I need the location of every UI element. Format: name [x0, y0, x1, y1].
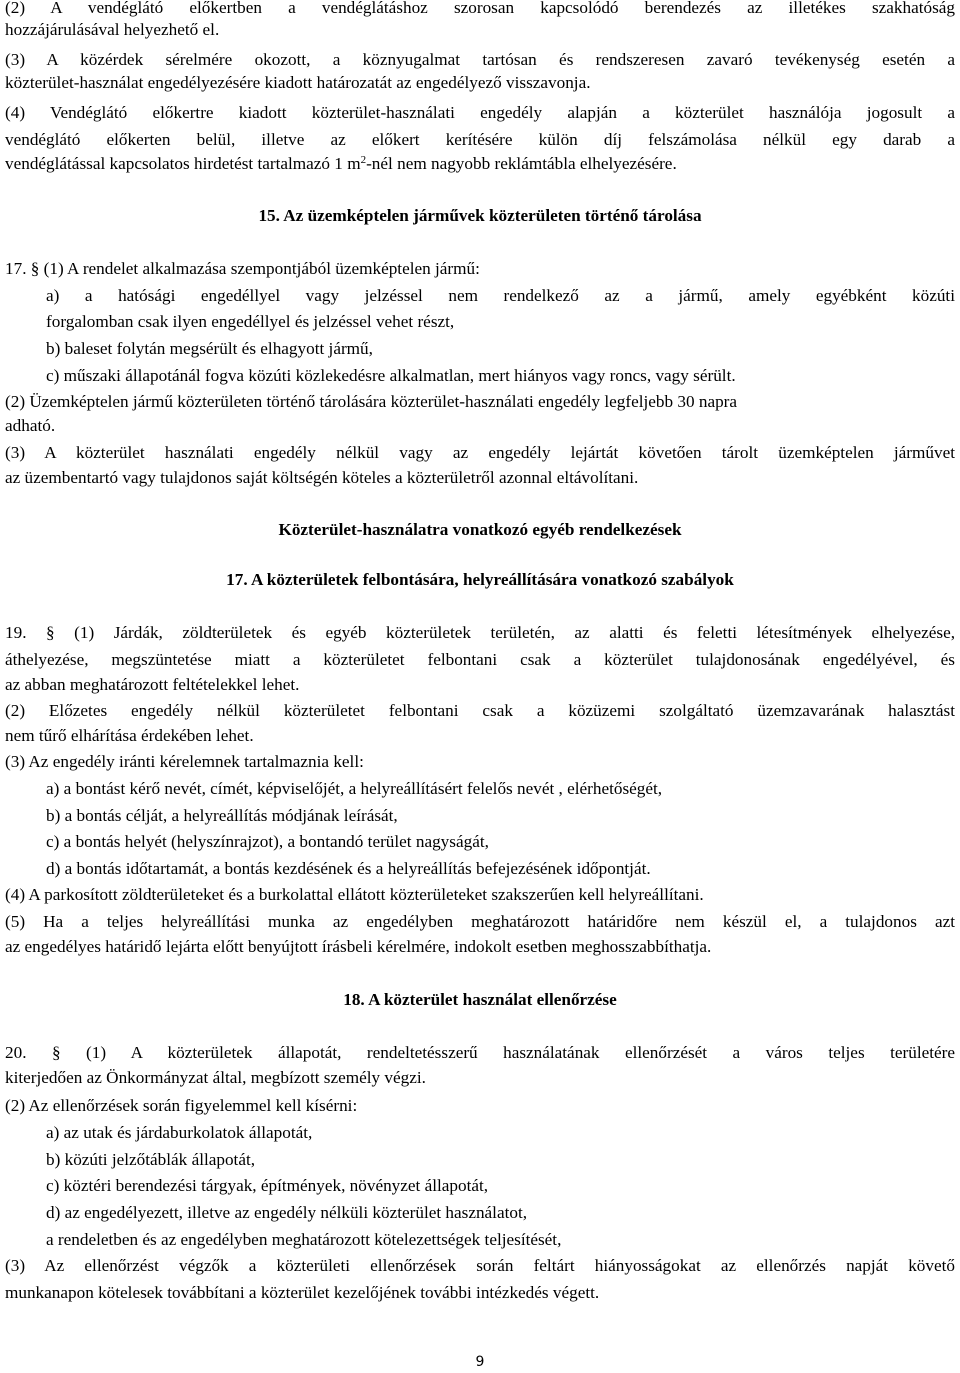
list-item: c) a bontás helyét (helyszínrajzot), a bontandó terület nagyságát,: [46, 832, 489, 851]
paragraph-line: (2) Előzetes engedély nélkül közterületet felbontani csak a közüzemi szolgáltató üzemzavarának halasztást: [5, 701, 955, 720]
list-item: a rendeletben és az engedélyben meghatározott kötelezettségek teljesítését,: [46, 1230, 562, 1249]
list-item: d) az engedélyezett, illetve az engedély nélküli közterület használatot,: [46, 1203, 528, 1222]
paragraph-line: 17. § (1) A rendelet alkalmazása szempontjából üzemképtelen jármű:: [5, 259, 480, 278]
paragraph-line: (5) Ha a teljes helyreállítási munka az engedélyben meghatározott határidőre nem készül el, a tulajdonos azt: [5, 912, 955, 931]
paragraph-line: (3) Az ellenőrzést végzők a közterületi ellenőrzések során feltárt hiányosságokat az ellenőrzés napját követő: [5, 1256, 955, 1275]
paragraph-line: 19. § (1) Járdák, zöldterületek és egyéb közterületek területén, az alatti és feletti létesítmények elhelyezése,: [5, 623, 955, 642]
page-number: 9: [475, 1354, 485, 1370]
text-run: -nél nem nagyobb reklámtábla elhelyezésére.: [366, 154, 677, 173]
paragraph-line: adható.: [5, 416, 56, 435]
paragraph-line: (4) A parkosított zöldterületeket és a burkolattal ellátott közterületeket szakszerűen kell helyreállítani.: [5, 885, 704, 904]
section-heading: 18. A közterület használat ellenőrzése: [343, 990, 617, 1009]
paragraph-line: (2) Az ellenőrzések során figyelemmel kell kísérni:: [5, 1096, 358, 1115]
paragraph-line: az üzembentartó vagy tulajdonos saját költségén köteles a közterületről azonnal eltávolítani.: [5, 468, 639, 487]
list-item: a) az utak és járdaburkolatok állapotát,: [46, 1123, 313, 1142]
paragraph-line: (3) A közérdek sérelmére okozott, a köznyugalmat tartósan és rendszeresen zavaró tevékenység esetén a: [5, 50, 955, 69]
section-heading: 17. A közterületek felbontására, helyreállítására vonatkozó szabályok: [226, 570, 734, 589]
paragraph-line: kiterjedően az Önkormányzat által, megbízott személy végzi.: [5, 1068, 426, 1087]
list-item: c) műszaki állapotánál fogva közúti közlekedésre alkalmatlan, mert hiányos vagy roncs, vagy sérült.: [46, 366, 736, 385]
paragraph-line: nem tűrő elhárítása érdekében lehet.: [5, 726, 254, 745]
paragraph-line: (2) A vendéglátó előkertben a vendéglátáshoz szorosan kapcsolódó berendezés az illetékes szakhatóság: [5, 0, 955, 17]
paragraph-line: 20. § (1) A közterületek állapotát, rendeltetésszerű használatának ellenőrzését a város teljes területére: [5, 1043, 955, 1062]
list-item: forgalomban csak ilyen engedéllyel és jelzéssel vehet részt,: [46, 312, 455, 331]
list-item: b) a bontás célját, a helyreállítás módjának leírását,: [46, 806, 398, 825]
paragraph-line: az engedélyes határidő lejárta előtt benyújtott írásbeli kérelmére, indokolt esetben meghosszabbíthatja.: [5, 937, 712, 956]
list-item: c) köztéri berendezési tárgyak, építmények, növényzet állapotát,: [46, 1176, 489, 1195]
paragraph-line: vendéglátó előkerten belül, illetve az előkert kerítésére külön díj felszámolása nélkül egy darab a: [5, 130, 955, 149]
superscript: 2: [360, 154, 367, 166]
paragraph-line: (2) Üzemképtelen jármű közterületen történő tárolására közterület-használati engedély legfeljebb 30 napra: [5, 392, 738, 411]
paragraph-line: áthelyezése, megszüntetése miatt a közterületet felbontani csak a közterület tulajdonosának engedélyével, és: [5, 650, 955, 669]
paragraph-line: (3) A közterület használati engedély nélkül vagy az engedély lejártát követően tárolt üzemképtelen járművet: [5, 443, 955, 462]
paragraph-line: az abban meghatározott feltételekkel lehet.: [5, 675, 300, 694]
list-item: b) baleset folytán megsérült és elhagyott jármű,: [46, 339, 373, 358]
paragraph-line: közterület-használat engedélyezésére kiadott határozatát az engedélyező visszavonja.: [5, 73, 591, 92]
list-item: d) a bontás időtartamát, a bontás kezdésének és a helyreállítás befejezésének időpontját.: [46, 859, 651, 878]
list-item: a) a bontást kérő nevét, címét, képviselőjét, a helyreállításért felelős nevét , elérhetőségét,: [46, 779, 663, 798]
list-item: a) a hatósági engedéllyel vagy jelzéssel nem rendelkező az a jármű, amely egyébként közúti: [46, 286, 955, 305]
section-heading: Közterület-használatra vonatkozó egyéb rendelkezések: [278, 520, 682, 539]
paragraph-line: hozzájárulásával helyezhető el.: [5, 20, 220, 39]
section-heading: 15. Az üzemképtelen járművek közterületen történő tárolása: [258, 206, 702, 225]
paragraph-line: [5, 154, 955, 174]
text-run: vendéglátással kapcsolatos hirdetést tartalmazó 1 m: [5, 154, 361, 173]
paragraph-line: (3) Az engedély iránti kérelemnek tartalmaznia kell:: [5, 752, 364, 771]
paragraph-line: munkanapon kötelesek továbbítani a közterület kezelőjének további intézkedés végett.: [5, 1283, 600, 1302]
paragraph-line: (4) Vendéglátó előkertre kiadott közterület-használati engedély alapján a közterület használója jogosult a: [5, 103, 955, 122]
list-item: b) közúti jelzőtáblák állapotát,: [46, 1150, 256, 1169]
